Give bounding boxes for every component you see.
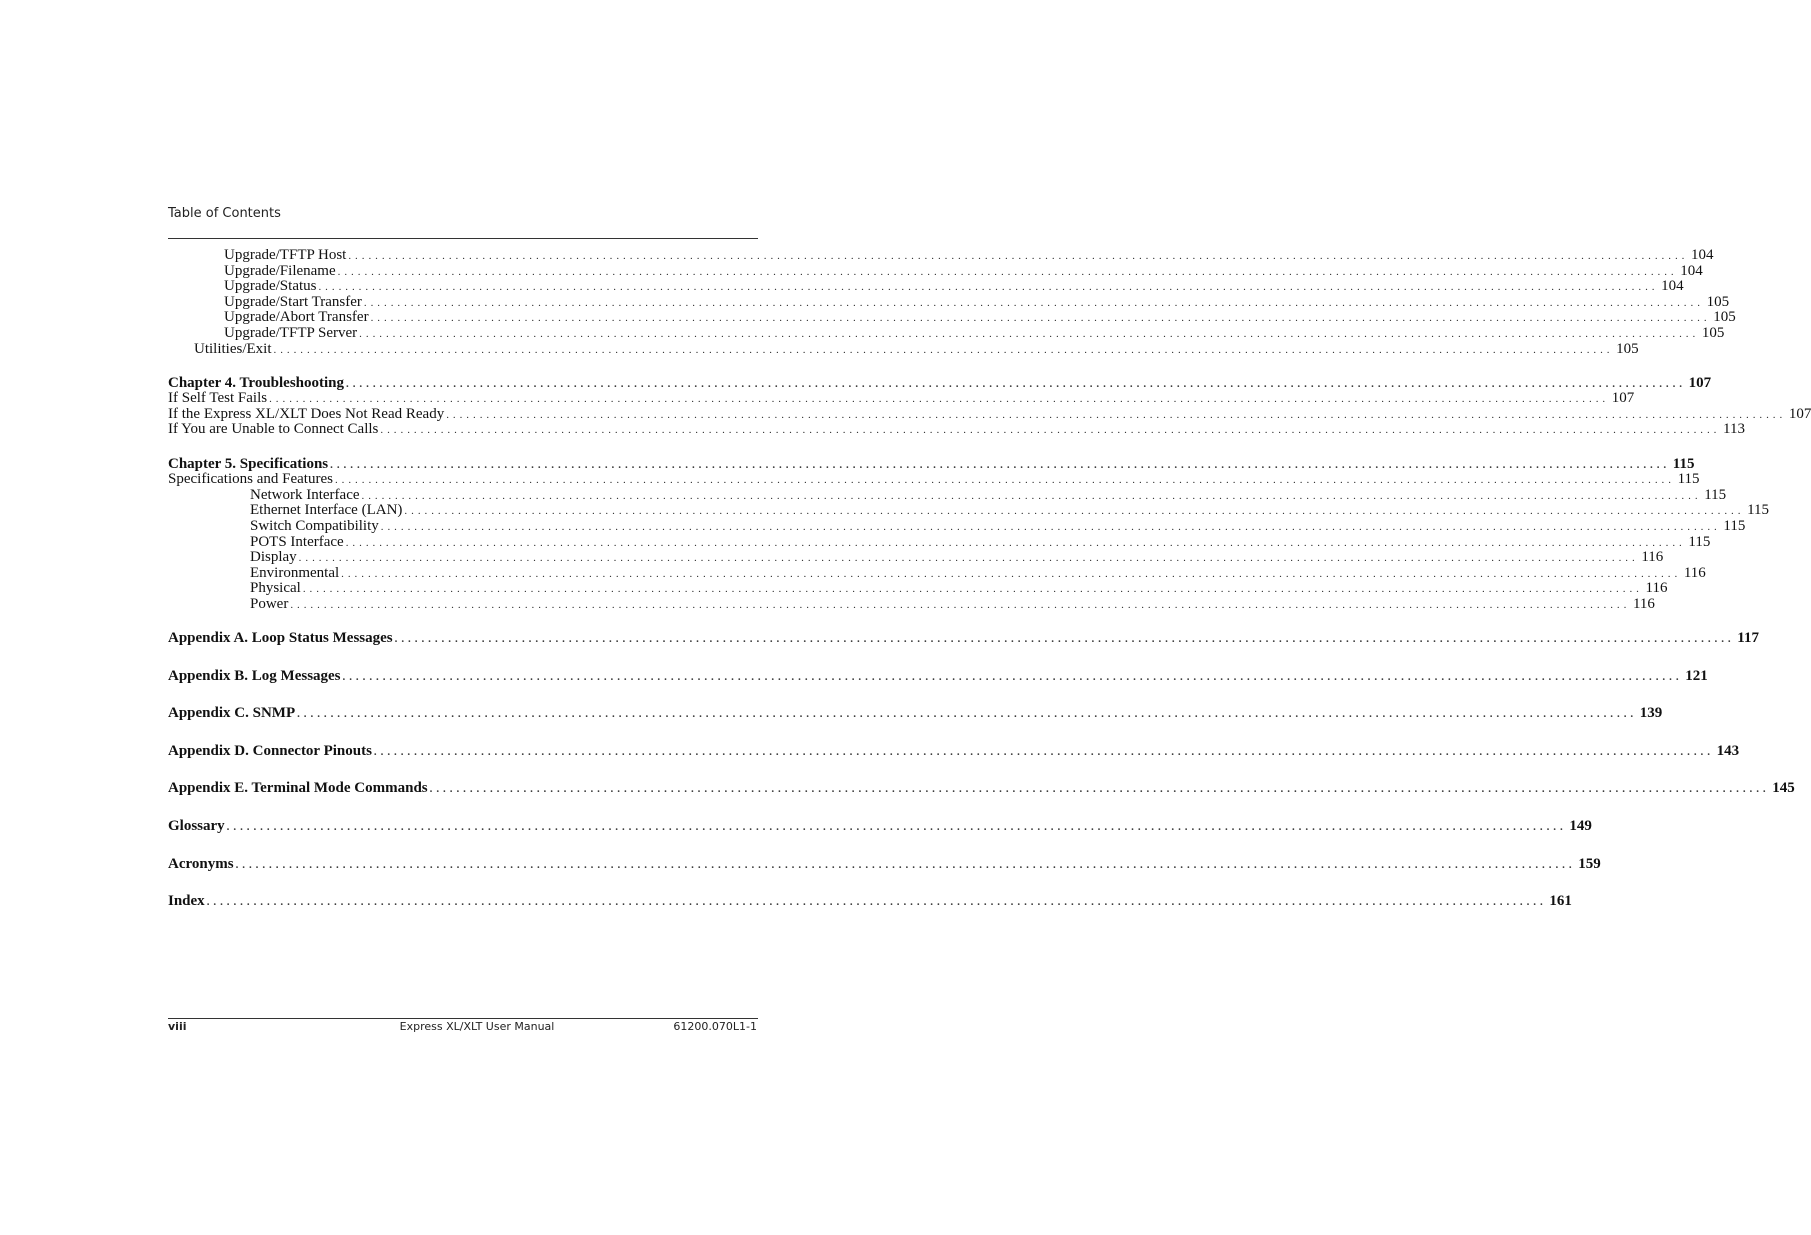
dot-leader: . . . . . . . . . . . . . . . . . . . . . . . . . . . . . . . . . . . . . . . . . . . . . . . . . . . . . . . . . . . . . . . . . . . . . . . . . . . . . . . . . . . . . . . . . . . . . . . . . . . . . . . . . . . . . . . . . . . . . . . . . . . . . . . . . . . . . . . . . . . . . . . . . . . . . . . . . . . . . . . . . . . . . . . . . . . . . . . . . . . . . . . . . . . . . . . . . . . . . . . . [341,567,1678,580]
toc-entry-title: Index [168,893,205,910]
toc-entry[interactable] [168,502,1770,519]
toc-entry-title: Appendix B. Log Messages [168,667,341,684]
toc-chapter-entry[interactable] [168,629,1759,647]
toc-entry[interactable] [168,309,1736,326]
toc-entry[interactable] [168,405,1811,423]
dot-leader: . . . . . . . . . . . . . . . . . . . . . . . . . . . . . . . . . . . . . . . . . . . . . . . . . . . . . . . . . . . . . . . . . . . . . . . . . . . . . . . . . . . . . . . . . . . . . . . . . . . . . . . . . . . . . . . . . . . . . . . . . . . . . . . . . . . . . . . . . . . . . . . . . . . . . . . . . . . . . . . . . . . . . . . . . . . . . . . . . . . . . . . . . . . . . . . . . . . . . . . . [235,858,1573,871]
toc-entry-page: 104 [1680,262,1703,279]
toc-entry-page: 105 [1701,324,1725,341]
footer-part-number: 61200.070L1-1 [673,1020,757,1033]
toc-spacer [168,872,757,894]
toc-entry-page: 107 [1688,374,1712,391]
toc-entry-title: Power [250,595,289,612]
toc-entry[interactable] [168,471,1700,488]
toc-spacer [168,835,757,857]
toc-entry[interactable] [168,421,1745,438]
dot-leader: . . . . . . . . . . . . . . . . . . . . . . . . . . . . . . . . . . . . . . . . . . . . . . . . . . . . . . . . . . . . . . . . . . . . . . . . . . . . . . . . . . . . . . . . . . . . . . . . . . . . . . . . . . . . . . . . . . . . . . . . . . . . . . . . . . . . . . . . . . . . . . . . . . . . . . . . . . . . . . . . . . . . . . . . . . . . . . . . . . . . . . . . . . . . . . . . . . . . . . . . [273,343,1611,356]
dot-leader: . . . . . . . . . . . . . . . . . . . . . . . . . . . . . . . . . . . . . . . . . . . . . . . . . . . . . . . . . . . . . . . . . . . . . . . . . . . . . . . . . . . . . . . . . . . . . . . . . . . . . . . . . . . . . . . . . . . . . . . . . . . . . . . . . . . . . . . . . . . . . . . . . . . . . . . . . . . . . . . . . . . . . . . . . . . . . . . . . . . . . . . . . . . . . . . . . . . . . . . . [363,296,1701,309]
dot-leader: . . . . . . . . . . . . . . . . . . . . . . . . . . . . . . . . . . . . . . . . . . . . . . . . . . . . . . . . . . . . . . . . . . . . . . . . . . . . . . . . . . . . . . . . . . . . . . . . . . . . . . . . . . . . . . . . . . . . . . . . . . . . . . . . . . . . . . . . . . . . . . . . . . . . . . . . . . . . . . . . . . . . . . . . . . . . . . . . . . . . . . . . . . . . . . . . . . . . . . . . [269,393,1606,406]
toc-entry[interactable] [168,293,1730,311]
toc-entry-title: Acronyms [168,855,234,872]
toc-spacer [168,684,757,706]
toc-entry-page: 104 [1661,278,1684,295]
dot-leader: . . . . . . . . . . . . . . . . . . . . . . . . . . . . . . . . . . . . . . . . . . . . . . . . . . . . . . . . . . . . . . . . . . . . . . . . . . . . . . . . . . . . . . . . . . . . . . . . . . . . . . . . . . . . . . . . . . . . . . . . . . . . . . . . . . . . . . . . . . . . . . . . . . . . . . . . . . . . . . . . . . . . . . . . . . . . . . . . . . . . . . . . . . . . . . . . . . . . . . . . [206,896,1544,909]
toc-entry-page: 116 [1645,580,1668,597]
toc-entry-title: Upgrade/Start Transfer [224,293,362,310]
toc-spacer [168,722,757,744]
toc-entry-title: If You are Unable to Connect Calls [168,421,379,438]
toc-chapter-entry[interactable] [168,455,1695,473]
toc-entry-title: Chapter 4. Troubleshooting [168,374,345,391]
toc-entry[interactable] [168,340,1639,358]
toc-entry[interactable] [168,324,1725,342]
toc-entry-page: 115 [1688,533,1711,550]
toc-entry-page: 143 [1716,742,1740,759]
dot-leader: . . . . . . . . . . . . . . . . . . . . . . . . . . . . . . . . . . . . . . . . . . . . . . . . . . . . . . . . . . . . . . . . . . . . . . . . . . . . . . . . . . . . . . . . . . . . . . . . . . . . . . . . . . . . . . . . . . . . . . . . . . . . . . . . . . . . . . . . . . . . . . . . . . . . . . . . . . . . . . . . . . . . . . . . . . . . . . . . . . . . . . . . . . . . . . . . . . . . . . . . [429,783,1767,796]
toc-entry-title: Upgrade/TFTP Server [224,324,358,341]
toc-entry[interactable] [168,486,1727,504]
toc-entry-title: Environmental [250,564,340,581]
dot-leader: . . . . . . . . . . . . . . . . . . . . . . . . . . . . . . . . . . . . . . . . . . . . . . . . . . . . . . . . . . . . . . . . . . . . . . . . . . . . . . . . . . . . . . . . . . . . . . . . . . . . . . . . . . . . . . . . . . . . . . . . . . . . . . . . . . . . . . . . . . . . . . . . . . . . . . . . . . . . . . . . . . . . . . . . . . . . . . . . . . . . . . . . . . . . . . . . . . . . . . . . [342,670,1680,683]
toc-spacer [168,759,757,781]
toc-entry[interactable] [168,580,1668,597]
toc-entry-page: 107 [1788,405,1811,422]
toc-entry[interactable] [168,262,1703,280]
toc-entry-page: 161 [1549,893,1572,910]
toc-entry-page: 105 [1616,340,1639,357]
dot-leader: . . . . . . . . . . . . . . . . . . . . . . . . . . . . . . . . . . . . . . . . . . . . . . . . . . . . . . . . . . . . . . . . . . . . . . . . . . . . . . . . . . . . . . . . . . . . . . . . . . . . . . . . . . . . . . . . . . . . . . . . . . . . . . . . . . . . . . . . . . . . . . . . . . . . . . . . . . . . . . . . . . . . . . . . . . . . . . . . . . . . . . . . . . . . . . . . . . . . . . . . [373,745,1711,758]
dot-leader: . . . . . . . . . . . . . . . . . . . . . . . . . . . . . . . . . . . . . . . . . . . . . . . . . . . . . . . . . . . . . . . . . . . . . . . . . . . . . . . . . . . . . . . . . . . . . . . . . . . . . . . . . . . . . . . . . . . . . . . . . . . . . . . . . . . . . . . . . . . . . . . . . . . . . . . . . . . . . . . . . . . . . . . . . . . . . . . . . . . . . . . . . . . . . . . . . . . . . . . . [394,632,1732,645]
dot-leader: . . . . . . . . . . . . . . . . . . . . . . . . . . . . . . . . . . . . . . . . . . . . . . . . . . . . . . . . . . . . . . . . . . . . . . . . . . . . . . . . . . . . . . . . . . . . . . . . . . . . . . . . . . . . . . . . . . . . . . . . . . . . . . . . . . . . . . . . . . . . . . . . . . . . . . . . . . . . . . . . . . . . . . . . . . . . . . . . . . . . . . . . . . . . . . . . . . . . . . . . [380,424,1718,437]
dot-leader: . . . . . . . . . . . . . . . . . . . . . . . . . . . . . . . . . . . . . . . . . . . . . . . . . . . . . . . . . . . . . . . . . . . . . . . . . . . . . . . . . . . . . . . . . . . . . . . . . . . . . . . . . . . . . . . . . . . . . . . . . . . . . . . . . . . . . . . . . . . . . . . . . . . . . . . . . . . . . . . . . . . . . . . . . . . . . . . . . . . . . . . . . . . . . . . . . . . . . . . . [290,598,1627,611]
toc-entry-title: Upgrade/Filename [224,262,336,279]
toc-entry-page: 107 [1611,390,1635,407]
toc-chapter-entry[interactable] [168,855,1601,873]
dot-leader: . . . . . . . . . . . . . . . . . . . . . . . . . . . . . . . . . . . . . . . . . . . . . . . . . . . . . . . . . . . . . . . . . . . . . . . . . . . . . . . . . . . . . . . . . . . . . . . . . . . . . . . . . . . . . . . . . . . . . . . . . . . . . . . . . . . . . . . . . . . . . . . . . . . . . . . . . . . . . . . . . . . . . . . . . . . . . . . . . . . . . . . . . . . . . . . . . . . . . . . . [380,520,1718,533]
toc-spacer [168,612,757,631]
toc-chapter-entry[interactable] [168,817,1592,835]
dot-leader: . . . . . . . . . . . . . . . . . . . . . . . . . . . . . . . . . . . . . . . . . . . . . . . . . . . . . . . . . . . . . . . . . . . . . . . . . . . . . . . . . . . . . . . . . . . . . . . . . . . . . . . . . . . . . . . . . . . . . . . . . . . . . . . . . . . . . . . . . . . . . . . . . . . . . . . . . . . . . . . . . . . . . . . . . . . . . . . . . . . . . . . . . . . . . . . . . . . . . . . . [318,281,1656,294]
dot-leader: . . . . . . . . . . . . . . . . . . . . . . . . . . . . . . . . . . . . . . . . . . . . . . . . . . . . . . . . . . . . . . . . . . . . . . . . . . . . . . . . . . . . . . . . . . . . . . . . . . . . . . . . . . . . . . . . . . . . . . . . . . . . . . . . . . . . . . . . . . . . . . . . . . . . . . . . . . . . . . . . . . . . . . . . . . . . . . . . . . . . . . . . . . . . . . . . . . . . . . . . [334,474,1672,487]
toc-entry-title: Specifications and Features [168,471,333,488]
toc-entry-page: 104 [1691,247,1714,263]
toc-entry-page: 115 [1747,502,1770,519]
toc-entry-page: 139 [1639,705,1663,722]
toc-spacer [168,438,757,457]
dot-leader: . . . . . . . . . . . . . . . . . . . . . . . . . . . . . . . . . . . . . . . . . . . . . . . . . . . . . . . . . . . . . . . . . . . . . . . . . . . . . . . . . . . . . . . . . . . . . . . . . . . . . . . . . . . . . . . . . . . . . . . . . . . . . . . . . . . . . . . . . . . . . . . . . . . . . . . . . . . . . . . . . . . . . . . . . . . . . . . . . . . . . . . . . . . . . . . . . . . . . . . . [302,583,1640,596]
toc-entry-title: Upgrade/Abort Transfer [224,309,369,326]
toc-entry-title: Glossary [168,817,225,834]
toc-entry-page: 115 [1704,486,1727,503]
dot-leader: . . . . . . . . . . . . . . . . . . . . . . . . . . . . . . . . . . . . . . . . . . . . . . . . . . . . . . . . . . . . . . . . . . . . . . . . . . . . . . . . . . . . . . . . . . . . . . . . . . . . . . . . . . . . . . . . . . . . . . . . . . . . . . . . . . . . . . . . . . . . . . . . . . . . . . . . . . . . . . . . . . . . . . . . . . . . . . . . . . . . . . . . . . . . . . . . . . . . . . . . [330,458,1667,471]
toc-entry-page: 159 [1578,855,1601,872]
toc-entry-page: 113 [1723,421,1745,438]
dot-leader: . . . . . . . . . . . . . . . . . . . . . . . . . . . . . . . . . . . . . . . . . . . . . . . . . . . . . . . . . . . . . . . . . . . . . . . . . . . . . . . . . . . . . . . . . . . . . . . . . . . . . . . . . . . . . . . . . . . . . . . . . . . . . . . . . . . . . . . . . . . . . . . . . . . . . . . . . . . . . . . . . . . . . . . . . . . . . . . . . . . . . . . . . . . . . . . . . . . . . . . . [298,552,1636,565]
dot-leader: . . . . . . . . . . . . . . . . . . . . . . . . . . . . . . . . . . . . . . . . . . . . . . . . . . . . . . . . . . . . . . . . . . . . . . . . . . . . . . . . . . . . . . . . . . . . . . . . . . . . . . . . . . . . . . . . . . . . . . . . . . . . . . . . . . . . . . . . . . . . . . . . . . . . . . . . . . . . . . . . . . . . . . . . . . . . . . . . . . . . . . . . . . . . . . . . . . . . . . . . [345,536,1683,549]
footer-manual-title: Express XL/XLT User Manual [399,1020,555,1033]
dot-leader: . . . . . . . . . . . . . . . . . . . . . . . . . . . . . . . . . . . . . . . . . . . . . . . . . . . . . . . . . . . . . . . . . . . . . . . . . . . . . . . . . . . . . . . . . . . . . . . . . . . . . . . . . . . . . . . . . . . . . . . . . . . . . . . . . . . . . . . . . . . . . . . . . . . . . . . . . . . . . . . . . . . . . . . . . . . . . . . . . . . . . . . . . . . . . . . . . . . . . . . . [348,250,1686,262]
dot-leader: . . . . . . . . . . . . . . . . . . . . . . . . . . . . . . . . . . . . . . . . . . . . . . . . . . . . . . . . . . . . . . . . . . . . . . . . . . . . . . . . . . . . . . . . . . . . . . . . . . . . . . . . . . . . . . . . . . . . . . . . . . . . . . . . . . . . . . . . . . . . . . . . . . . . . . . . . . . . . . . . . . . . . . . . . . . . . . . . . . . . . . . . . . . . . . . . . . . . . . . . [404,505,1742,518]
toc-entry-page: 115 [1723,517,1746,534]
toc-spacer [168,647,757,669]
dot-leader: . . . . . . . . . . . . . . . . . . . . . . . . . . . . . . . . . . . . . . . . . . . . . . . . . . . . . . . . . . . . . . . . . . . . . . . . . . . . . . . . . . . . . . . . . . . . . . . . . . . . . . . . . . . . . . . . . . . . . . . . . . . . . . . . . . . . . . . . . . . . . . . . . . . . . . . . . . . . . . . . . . . . . . . . . . . . . . . . . . . . . . . . . . . . . . . . . . . . . . . . [337,265,1675,278]
dot-leader: . . . . . . . . . . . . . . . . . . . . . . . . . . . . . . . . . . . . . . . . . . . . . . . . . . . . . . . . . . . . . . . . . . . . . . . . . . . . . . . . . . . . . . . . . . . . . . . . . . . . . . . . . . . . . . . . . . . . . . . . . . . . . . . . . . . . . . . . . . . . . . . . . . . . . . . . . . . . . . . . . . . . . . . . . . . . . . . . . . . . . . . . . . . . . . . . . . . . . . . . [226,820,1564,833]
toc-chapter-entry[interactable] [168,667,1708,685]
toc-entry-title: Upgrade/Status [224,278,317,295]
toc-entry[interactable] [168,549,1664,566]
toc-entry[interactable] [168,517,1746,535]
toc-entry-page: 149 [1569,817,1592,834]
toc-entry-title: Chapter 5. Specifications [168,455,329,472]
toc-entry-title: Appendix A. Loop Status Messages [168,629,393,646]
dot-leader: . . . . . . . . . . . . . . . . . . . . . . . . . . . . . . . . . . . . . . . . . . . . . . . . . . . . . . . . . . . . . . . . . . . . . . . . . . . . . . . . . . . . . . . . . . . . . . . . . . . . . . . . . . . . . . . . . . . . . . . . . . . . . . . . . . . . . . . . . . . . . . . . . . . . . . . . . . . . . . . . . . . . . . . . . . . . . . . . . . . . . . . . . . . . . . . . . . . . . . . . [370,312,1708,325]
toc-spacer [168,357,757,376]
toc-entry[interactable] [168,533,1711,551]
toc-chapter-entry[interactable] [168,705,1663,722]
toc-chapter-entry[interactable] [168,893,1572,910]
toc-entry-title: Utilities/Exit [194,340,272,357]
toc-entry-title: Ethernet Interface (LAN) [250,502,403,519]
toc-chapter-entry[interactable] [168,780,1795,797]
dot-leader: . . . . . . . . . . . . . . . . . . . . . . . . . . . . . . . . . . . . . . . . . . . . . . . . . . . . . . . . . . . . . . . . . . . . . . . . . . . . . . . . . . . . . . . . . . . . . . . . . . . . . . . . . . . . . . . . . . . . . . . . . . . . . . . . . . . . . . . . . . . . . . . . . . . . . . . . . . . . . . . . . . . . . . . . . . . . . . . . . . . . . . . . . . . . . . . . . . . . . . . . [297,708,1634,721]
toc-entry[interactable] [168,595,1655,613]
toc-entry-page: 117 [1737,629,1759,646]
toc-entry-page: 115 [1672,455,1695,472]
toc-entry-title: Appendix D. Connector Pinouts [168,742,372,759]
toc-entry[interactable] [168,390,1635,407]
toc-entry-title: If the Express XL/XLT Does Not Read Ready [168,405,445,422]
toc-entry-title: Upgrade/TFTP Host [224,247,347,263]
toc-entry[interactable] [168,278,1684,295]
footer-page-number: viii [168,1020,187,1033]
toc-chapter-entry[interactable] [168,374,1712,392]
toc-entry-title: If Self Test Fails [168,390,268,407]
table-of-contents [168,247,1811,910]
toc-entry-title: Appendix C. SNMP [168,705,296,722]
toc-entry[interactable] [168,564,1706,582]
running-head: Table of Contents [168,206,281,221]
toc-entry-page: 105 [1706,293,1730,310]
toc-entry-page: 115 [1677,471,1700,488]
toc-spacer [168,797,757,819]
header-rule [168,238,758,239]
toc-entry-page: 105 [1713,309,1736,326]
toc-entry-title: Switch Compatibility [250,517,379,534]
toc-entry-title: Display [250,549,297,566]
toc-entry-page: 116 [1632,595,1655,612]
toc-entry-page: 145 [1772,780,1795,797]
dot-leader: . . . . . . . . . . . . . . . . . . . . . . . . . . . . . . . . . . . . . . . . . . . . . . . . . . . . . . . . . . . . . . . . . . . . . . . . . . . . . . . . . . . . . . . . . . . . . . . . . . . . . . . . . . . . . . . . . . . . . . . . . . . . . . . . . . . . . . . . . . . . . . . . . . . . . . . . . . . . . . . . . . . . . . . . . . . . . . . . . . . . . . . . . . . . . . . . . . . . . . . . [346,377,1683,390]
toc-entry[interactable] [168,247,1714,264]
toc-entry-page: 116 [1683,564,1706,581]
footer-rule [168,1018,758,1019]
toc-entry-title: Network Interface [250,486,360,503]
dot-leader: . . . . . . . . . . . . . . . . . . . . . . . . . . . . . . . . . . . . . . . . . . . . . . . . . . . . . . . . . . . . . . . . . . . . . . . . . . . . . . . . . . . . . . . . . . . . . . . . . . . . . . . . . . . . . . . . . . . . . . . . . . . . . . . . . . . . . . . . . . . . . . . . . . . . . . . . . . . . . . . . . . . . . . . . . . . . . . . . . . . . . . . . . . . . . . . . . . . . . . . . [361,489,1699,502]
toc-entry-page: 121 [1685,667,1708,684]
dot-leader: . . . . . . . . . . . . . . . . . . . . . . . . . . . . . . . . . . . . . . . . . . . . . . . . . . . . . . . . . . . . . . . . . . . . . . . . . . . . . . . . . . . . . . . . . . . . . . . . . . . . . . . . . . . . . . . . . . . . . . . . . . . . . . . . . . . . . . . . . . . . . . . . . . . . . . . . . . . . . . . . . . . . . . . . . . . . . . . . . . . . . . . . . . . . . . . . . . . . . . . . [446,408,1783,421]
toc-entry-title: Physical [250,580,301,597]
dot-leader: . . . . . . . . . . . . . . . . . . . . . . . . . . . . . . . . . . . . . . . . . . . . . . . . . . . . . . . . . . . . . . . . . . . . . . . . . . . . . . . . . . . . . . . . . . . . . . . . . . . . . . . . . . . . . . . . . . . . . . . . . . . . . . . . . . . . . . . . . . . . . . . . . . . . . . . . . . . . . . . . . . . . . . . . . . . . . . . . . . . . . . . . . . . . . . . . . . . . . . . . [359,327,1696,340]
toc-entry-page: 116 [1641,549,1664,566]
toc-entry-title: Appendix E. Terminal Mode Commands [168,780,428,797]
toc-chapter-entry[interactable] [168,742,1740,760]
toc-entry-title: POTS Interface [250,533,344,550]
